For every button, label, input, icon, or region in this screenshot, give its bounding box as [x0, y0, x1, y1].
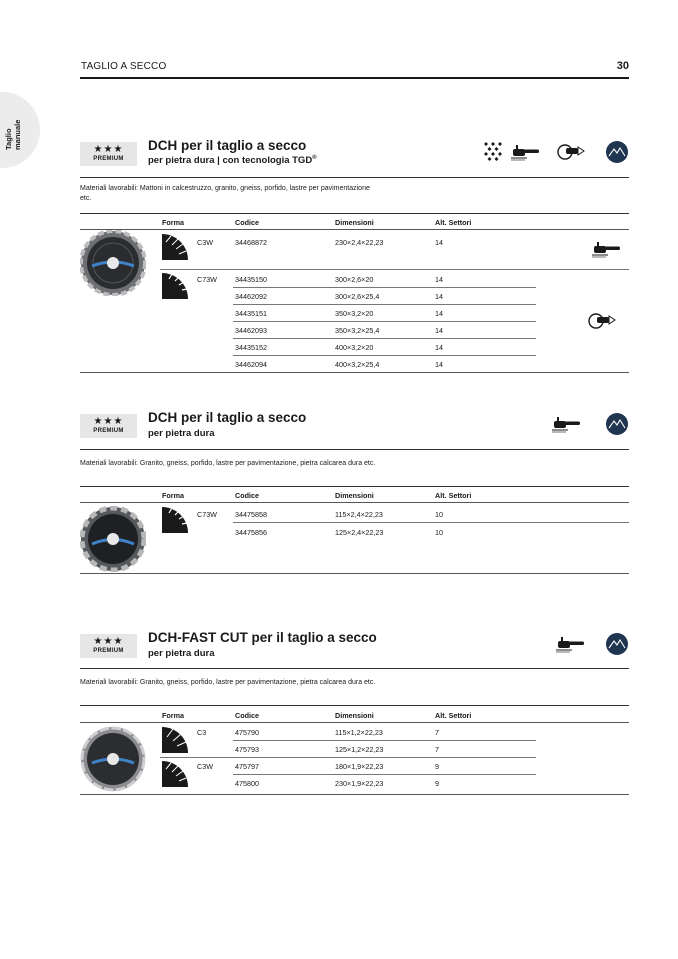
diamond-blade-image [80, 230, 146, 296]
dimensioni-cell: 180×1,9×22,23 [335, 762, 384, 771]
materials-text: Materiali lavorabili: Mattoni in calcestruzzo, granito, gneiss, porfido, lastre per pavimentazione etc. [80, 185, 370, 202]
dimensioni-cell: 125×2,4×22,23 [335, 528, 384, 537]
grinder-icon [552, 415, 582, 434]
settori-cell: 9 [435, 779, 439, 788]
codice-cell: 475790 [235, 728, 259, 737]
segment-shape-c3w [162, 761, 189, 788]
header-rule [80, 77, 629, 79]
stone-material-icon [606, 141, 630, 165]
pattern-icon [484, 142, 503, 162]
stone-material-icon [606, 633, 630, 657]
col-dimensioni: Dimensioni [335, 218, 374, 227]
codice-cell: 34435150 [235, 275, 267, 284]
diamond-blade-image [80, 506, 146, 572]
header-rule [80, 502, 629, 503]
col-settori: Alt. Settori [435, 711, 472, 720]
codice-cell: 475793 [235, 745, 259, 754]
settori-cell: 14 [435, 343, 443, 352]
col-settori: Alt. Settori [435, 218, 472, 227]
table-bottom-rule [80, 372, 629, 373]
codice-cell: 34462092 [235, 292, 267, 301]
codice-cell: 34475856 [235, 528, 267, 537]
codice-cell: 34435151 [235, 309, 267, 318]
dimensioni-cell: 115×1,2×22,23 [335, 728, 383, 737]
table-row-divider [233, 774, 536, 775]
settori-cell: 9 [435, 762, 439, 771]
dimensioni-cell: 400×3,2×20 [335, 343, 374, 352]
codice-cell: 475800 [235, 779, 259, 788]
settori-cell: 14 [435, 275, 443, 284]
codice-cell: 34468872 [235, 238, 267, 247]
dimensioni-cell: 400×3,2×25,4 [335, 360, 380, 369]
table-row-divider [233, 287, 536, 288]
header-title: TAGLIO A SECCO [81, 61, 167, 72]
section-rule [80, 668, 629, 669]
grinder-icon [511, 143, 541, 162]
dimensioni-cell: 350×3,2×25,4 [335, 326, 380, 335]
table-row-divider [233, 338, 536, 339]
col-forma: Forma [162, 491, 184, 500]
section-subtitle: per pietra dura [148, 648, 215, 659]
settori-cell: 7 [435, 728, 439, 737]
dimensioni-cell: 300×2,6×20 [335, 275, 374, 284]
settori-cell: 14 [435, 360, 443, 369]
section-title: DCH per il taglio a secco [148, 138, 307, 153]
registered-mark: ® [312, 155, 317, 161]
codice-cell: 34475858 [235, 510, 267, 519]
grinder-icon [592, 240, 622, 259]
settori-cell: 10 [435, 510, 443, 519]
stone-material-icon [606, 413, 630, 437]
grinder-icon [556, 635, 586, 654]
table-row-divider [233, 321, 536, 322]
table-row-divider [233, 522, 629, 523]
forma-label: C3 [197, 728, 207, 737]
header-rule [80, 722, 629, 723]
settori-cell: 10 [435, 528, 443, 537]
section-title: DCH-FAST CUT per il taglio a secco [148, 630, 377, 645]
page-number: 30 [616, 60, 629, 72]
col-codice: Codice [235, 491, 259, 500]
header-rule [80, 229, 629, 230]
forma-label: C3W [197, 762, 213, 771]
dimensioni-cell: 230×1,9×22,23 [335, 779, 384, 788]
section-subtitle: per pietra dura [148, 428, 215, 439]
table-row-divider [160, 269, 629, 270]
materials-text: Materiali lavorabili: Granito, gneiss, porfido, lastre per pavimentazione, pietra calcarea dura etc. [80, 679, 376, 686]
settori-cell: 14 [435, 238, 443, 247]
dimensioni-cell: 115×2,4×22,23 [335, 510, 383, 519]
col-dimensioni: Dimensioni [335, 711, 374, 720]
segment-shape-c73w [162, 507, 189, 534]
codice-cell: 34435152 [235, 343, 267, 352]
col-dimensioni: Dimensioni [335, 491, 374, 500]
dimensioni-cell: 125×1,2×22,23 [335, 745, 384, 754]
table-top-rule [80, 486, 629, 487]
premium-badge: ★★★ PREMIUM [80, 142, 137, 166]
table-top-rule [80, 213, 629, 214]
section-rule [80, 177, 629, 178]
premium-badge: ★★★ PREMIUM [80, 414, 137, 438]
segment-shape-c73w [162, 273, 189, 300]
section-rule [80, 449, 629, 450]
table-bottom-rule [80, 573, 629, 574]
wall-saw-icon [557, 143, 593, 161]
table-row-divider [233, 355, 536, 356]
codice-cell: 34462094 [235, 360, 267, 369]
col-forma: Forma [162, 711, 184, 720]
materials-text: Materiali lavorabili: Granito, gneiss, porfido, lastre per pavimentazione, pietra calcarea dura etc. [80, 460, 376, 467]
forma-label: C3W [197, 238, 213, 247]
forma-label: C73W [197, 510, 217, 519]
table-row-divider [233, 740, 536, 741]
settori-cell: 14 [435, 309, 443, 318]
col-settori: Alt. Settori [435, 491, 472, 500]
section-subtitle: per pietra dura | con tecnologia TGD® [148, 155, 317, 167]
settori-cell: 14 [435, 292, 443, 301]
segment-shape-c3w [162, 234, 189, 261]
dimensioni-cell: 230×2,4×22,23 [335, 238, 384, 247]
premium-badge: ★★★ PREMIUM [80, 634, 137, 658]
dimensioni-cell: 300×2,6×25,4 [335, 292, 380, 301]
col-codice: Codice [235, 218, 259, 227]
table-row-divider [160, 757, 536, 758]
codice-cell: 34462093 [235, 326, 267, 335]
table-row-divider [233, 304, 536, 305]
wall-saw-icon [588, 312, 624, 330]
codice-cell: 475797 [235, 762, 259, 771]
section-title: DCH per il taglio a secco [148, 410, 307, 425]
forma-label: C73W [197, 275, 217, 284]
table-top-rule [80, 705, 629, 706]
dimensioni-cell: 350×3,2×20 [335, 309, 374, 318]
col-codice: Codice [235, 711, 259, 720]
side-tab-label: Taglio manuale [4, 119, 22, 150]
col-forma: Forma [162, 218, 184, 227]
settori-cell: 7 [435, 745, 439, 754]
segment-shape-c3 [162, 727, 189, 754]
settori-cell: 14 [435, 326, 443, 335]
diamond-blade-image [80, 726, 146, 792]
table-bottom-rule [80, 794, 629, 795]
